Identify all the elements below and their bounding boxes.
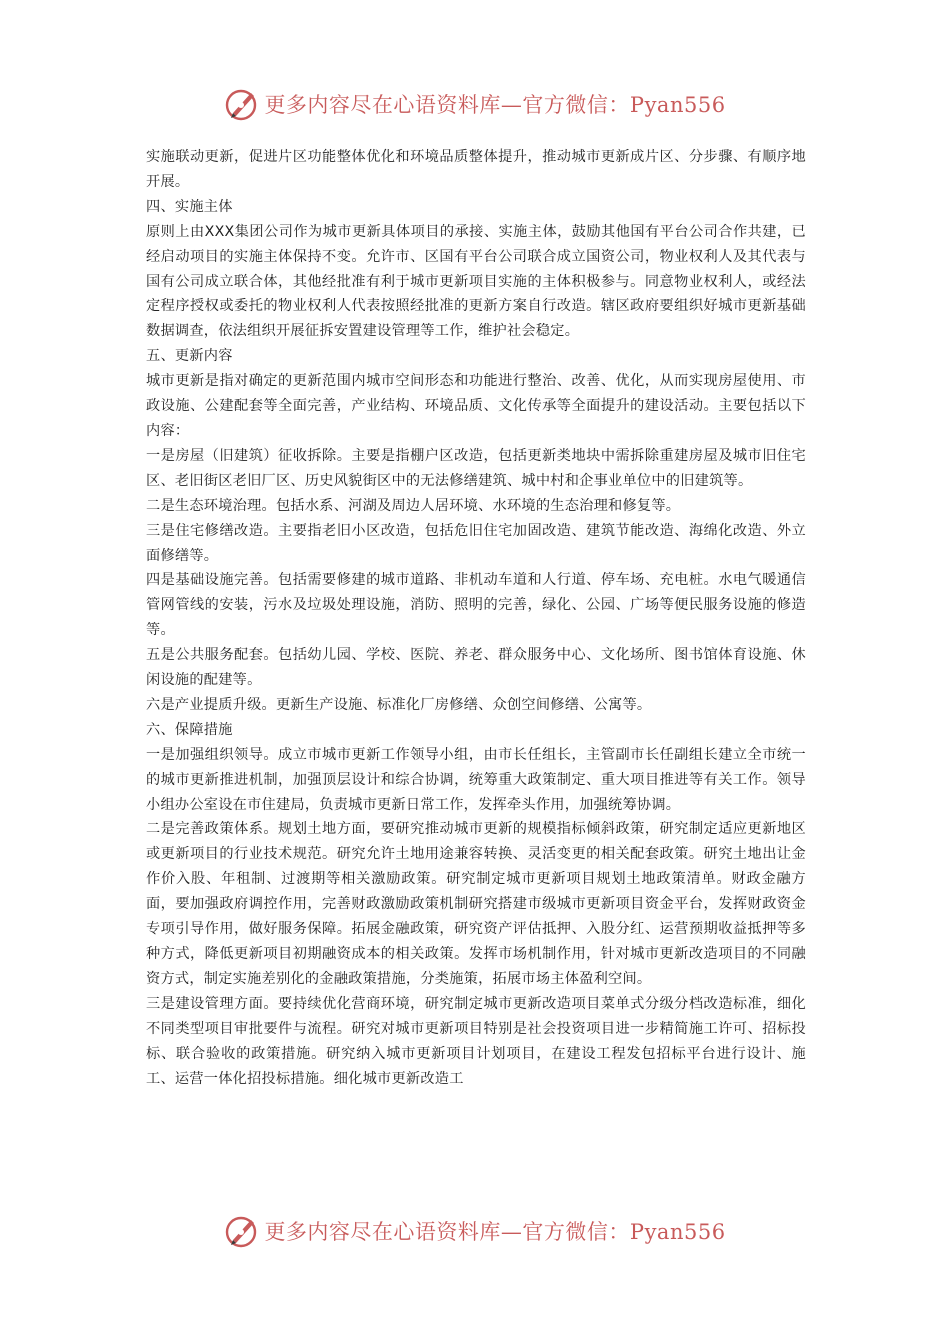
footer-watermark-text: 更多内容尽在心语资料库—官方微信：Pyan556 [264,1220,726,1244]
paragraph: 一是加强组织领导。成立市城市更新工作领导小组，由市长任组长，主管副市长任副组长建立全市统一的城市更新推进机制，加强顶层设计和综合协调，统筹重大政策制定、重大项目推进等有关工作。领导小组办公室设在市住建局，负责城市更新日常工作，发挥牵头作用，加强统筹协调。 [146,746,806,813]
header-watermark-text: 更多内容尽在心语资料库—官方微信：Pyan556 [264,93,726,117]
pen-logo-icon [224,86,260,122]
section-heading: 五、更新内容 [146,348,233,365]
section-heading: 四、实施主体 [146,198,233,215]
paragraph: 城市更新是指对确定的更新范围内城市空间形态和功能进行整治、改善、优化，从而实现房屋使用、市政设施、公建配套等全面完善，产业结构、环境品质、文化传承等全面提升的建设活动。主要包括以下内容： [146,373,806,439]
paragraph: 实施联动更新，促进片区功能整体优化和环境品质整体提升，推动城市更新成片区、分步骤、有顺序地开展。 [146,149,806,190]
paragraph: 五是公共服务配套。包括幼儿园、学校、医院、养老、群众服务中心、文化场所、图书馆体育设施、休闲设施的配建等。 [146,647,806,689]
paragraph: 四是基础设施完善。包括需要修建的城市道路、非机动车道和人行道、停车场、充电桩。水电气暖通信管网管线的安装，污水及垃圾处理设施，消防、照明的完善，绿化、公园、广场等便民服务设施的修造等。 [146,572,806,639]
paragraph: 一是房屋（旧建筑）征收拆除。主要是指棚户区改造，包括更新类地块中需拆除重建房屋及城市旧住宅区、老旧街区老旧厂区、历史风貌街区中的无法修缮建筑、城中村和企事业单位中的旧建筑等。 [146,447,806,489]
paragraph: 二是生态环境治理。包括水系、河湖及周边人居环境、水环境的生态治理和修复等。 [146,497,681,514]
pen-logo-icon [224,1213,260,1249]
paragraph: 六是产业提质升级。更新生产设施、标准化厂房修缮、众创空间修缮、公寓等。 [146,696,652,713]
document-body [146,145,806,1091]
footer-watermark-banner [0,1211,950,1251]
paragraph: 三是住宅修缮改造。主要指老旧小区改造，包括危旧住宅加固改造、建筑节能改造、海绵化改造、外立面修缮等。 [146,522,806,564]
paragraph: 二是完善政策体系。规划土地方面，要研究推动城市更新的规模指标倾斜政策，研究制定适应更新地区或更新项目的行业技术规范。研究允许土地用途兼容转换、灵活变更的相关配套政策。研究土地出让金作价入股、年租制、过渡期等相关激励政策。研究制定城市更新项目规划土地政策清单。财政金融方面，要加强政府调控作用，完善财政激励政策机制研究搭建市级城市更新项目资金平台，发挥财政资金专项引导作用，做好服务保障。拓展金融政策，研究资产评估抵押、入股分红、运营预期收益抵押等多种方式，降低更新项目初期融资成本的相关政策。发挥市场机制作用，针对城市更新改造项目的不同融资方式，制定实施差别化的金融政策措施，分类施策，拓展市场主体盈利空间。 [146,821,806,987]
section-heading: 六、保障措施 [146,721,233,738]
paragraph: 原则上由XXX集团公司作为城市更新具体项目的承接、实施主体，鼓励其他国有平台公司合作共建，已经启动项目的实施主体保持不变。允许市、区国有平台公司联合成立国资公司，物业权利人及其代表与国有公司成立联合体，其他经批准有利于城市更新项目实施的主体积极参与。同意物业权利人，或经法定程序授权或委托的物业权利人代表按照经批准的更新方案自行改造。辖区政府要组织好城市更新基础数据调查，依法组织开展征拆安置建设管理等工作，维护社会稳定。 [146,223,806,340]
paragraph: 三是建设管理方面。要持续优化营商环境，研究制定城市更新改造项目菜单式分级分档改造标准，细化不同类型项目审批要件与流程。研究对城市更新项目特别是社会投资项目进一步精简施工许可、招标投标、联合验收的政策措施。研究纳入城市更新项目计划项目，在建设工程发包招标平台进行设计、施工、运营一体化招投标措施。细化城市更新改造工 [146,995,806,1087]
header-watermark-banner [0,84,950,124]
